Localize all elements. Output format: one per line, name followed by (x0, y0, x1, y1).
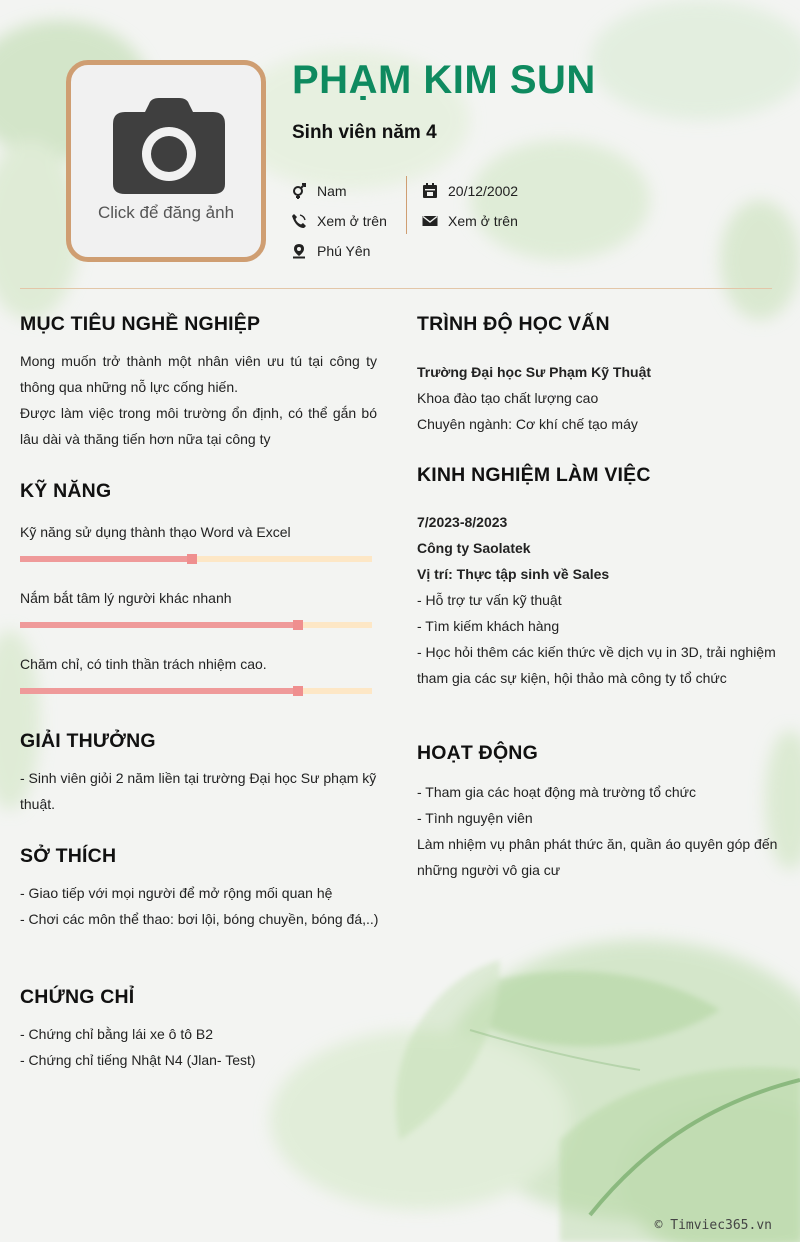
education-title: TRÌNH ĐỘ HỌC VẤN (417, 313, 610, 335)
skill-label: Nắm bắt tâm lý người khác nhanh (20, 590, 232, 606)
skill-bar-fill (20, 556, 192, 562)
experience-text (417, 509, 777, 691)
photo-upload-box[interactable] (66, 60, 266, 262)
phone-icon (291, 213, 307, 229)
skill-bar (20, 688, 372, 694)
candidate-subtitle: Sinh viên năm 4 (292, 122, 437, 143)
birthday-info (422, 181, 518, 201)
skill-bar-fill (20, 688, 298, 694)
certificates-line: - Chứng chỉ tiếng Nhật N4 (Jlan- Test) (20, 1052, 256, 1068)
activities-line: - Tình nguyện viên (417, 810, 533, 826)
hobbies-title: SỞ THÍCH (20, 845, 117, 867)
experience-line: - Tìm kiếm khách hàng (417, 618, 560, 634)
info-divider (406, 176, 407, 234)
gender-info (291, 181, 347, 201)
calendar-icon (422, 183, 438, 199)
skills-title: KỸ NĂNG (20, 480, 112, 502)
skill-bar (20, 622, 372, 628)
phone-info (291, 211, 387, 231)
camera-icon (113, 98, 225, 194)
location-value: Phú Yên (317, 243, 371, 259)
activities-title: HOẠT ĐỘNG (417, 742, 538, 764)
awards-text (20, 765, 382, 817)
birthday-value: 20/12/2002 (448, 183, 519, 199)
map-pin-icon (291, 243, 307, 259)
email-info (422, 211, 518, 231)
skill-bar-knob (293, 620, 303, 630)
hobbies-text (20, 880, 390, 932)
location-info (291, 241, 370, 261)
experience-position: Vị trí: Thực tập sinh về Sales (417, 566, 610, 582)
education-text (417, 359, 777, 437)
experience-title: KINH NGHIỆM LÀM VIỆC (417, 464, 651, 486)
awards-title: GIẢI THƯỞNG (20, 730, 156, 752)
experience-line: - Hỗ trợ tư vấn kỹ thuật (417, 592, 562, 608)
photo-upload-label: Click để đăng ảnh (97, 203, 235, 222)
hobbies-line: - Giao tiếp với mọi người để mở rộng mối quan hệ (20, 885, 333, 901)
awards-line: - Sinh viên giỏi 2 năm liền tại trường Đại học Sư phạm kỹ thuật. (20, 770, 377, 812)
education-line: Chuyên ngành: Cơ khí chế tạo máy (417, 416, 638, 432)
skill-bar-knob (187, 554, 197, 564)
skill-bar-knob (293, 686, 303, 696)
skill-bar-fill (20, 622, 298, 628)
experience-company: Công ty Saolatek (417, 540, 531, 556)
skill-bar (20, 556, 372, 562)
skill-label: Kỹ năng sử dụng thành thạo Word và Excel (20, 524, 291, 540)
skill-label: Chăm chỉ, có tinh thần trách nhiệm cao. (20, 656, 267, 672)
envelope-icon (422, 213, 438, 229)
education-line: Khoa đào tạo chất lượng cao (417, 390, 599, 406)
hobbies-line: - Chơi các môn thể thao: bơi lội, bóng chuyền, bóng đá,..) (20, 911, 379, 927)
education-school: Trường Đại học Sư Phạm Kỹ Thuật (417, 364, 652, 380)
footer-copyright: © Timviec365.vn (654, 1218, 772, 1233)
activities-text (417, 779, 779, 883)
objective-line: Được làm việc trong môi trường ổn định, có thể gắn bó lâu dài và thăng tiến hơn nữa tại công ty (20, 405, 377, 447)
gender-icon (291, 183, 307, 199)
objective-title: MỤC TIÊU NGHỀ NGHIỆP (20, 313, 261, 335)
objective-line: Mong muốn trở thành một nhân viên ưu tú tại công ty thông qua những nỗ lực cống hiến. (20, 353, 377, 395)
gender-value: Nam (317, 183, 347, 199)
certificates-text (20, 1021, 390, 1073)
phone-value: Xem ở trên (317, 213, 387, 229)
experience-line: - Học hỏi thêm các kiến thức về dịch vụ in 3D, trải nghiệm tham gia các sự kiện, hội thảo mà công ty tổ chức (417, 644, 776, 686)
experience-period: 7/2023-8/2023 (417, 514, 508, 530)
candidate-name: PHẠM KIM SUN (292, 58, 596, 102)
email-value: Xem ở trên (448, 213, 518, 229)
certificates-line: - Chứng chỉ bằng lái xe ô tô B2 (20, 1026, 214, 1042)
activities-line: Làm nhiệm vụ phân phát thức ăn, quần áo quyên góp đến những người vô gia cư (417, 836, 778, 878)
header-divider (20, 288, 772, 289)
certificates-title: CHỨNG CHỈ (20, 986, 135, 1008)
activities-line: - Tham gia các hoạt động mà trường tổ chức (417, 784, 697, 800)
objective-text (20, 348, 377, 452)
